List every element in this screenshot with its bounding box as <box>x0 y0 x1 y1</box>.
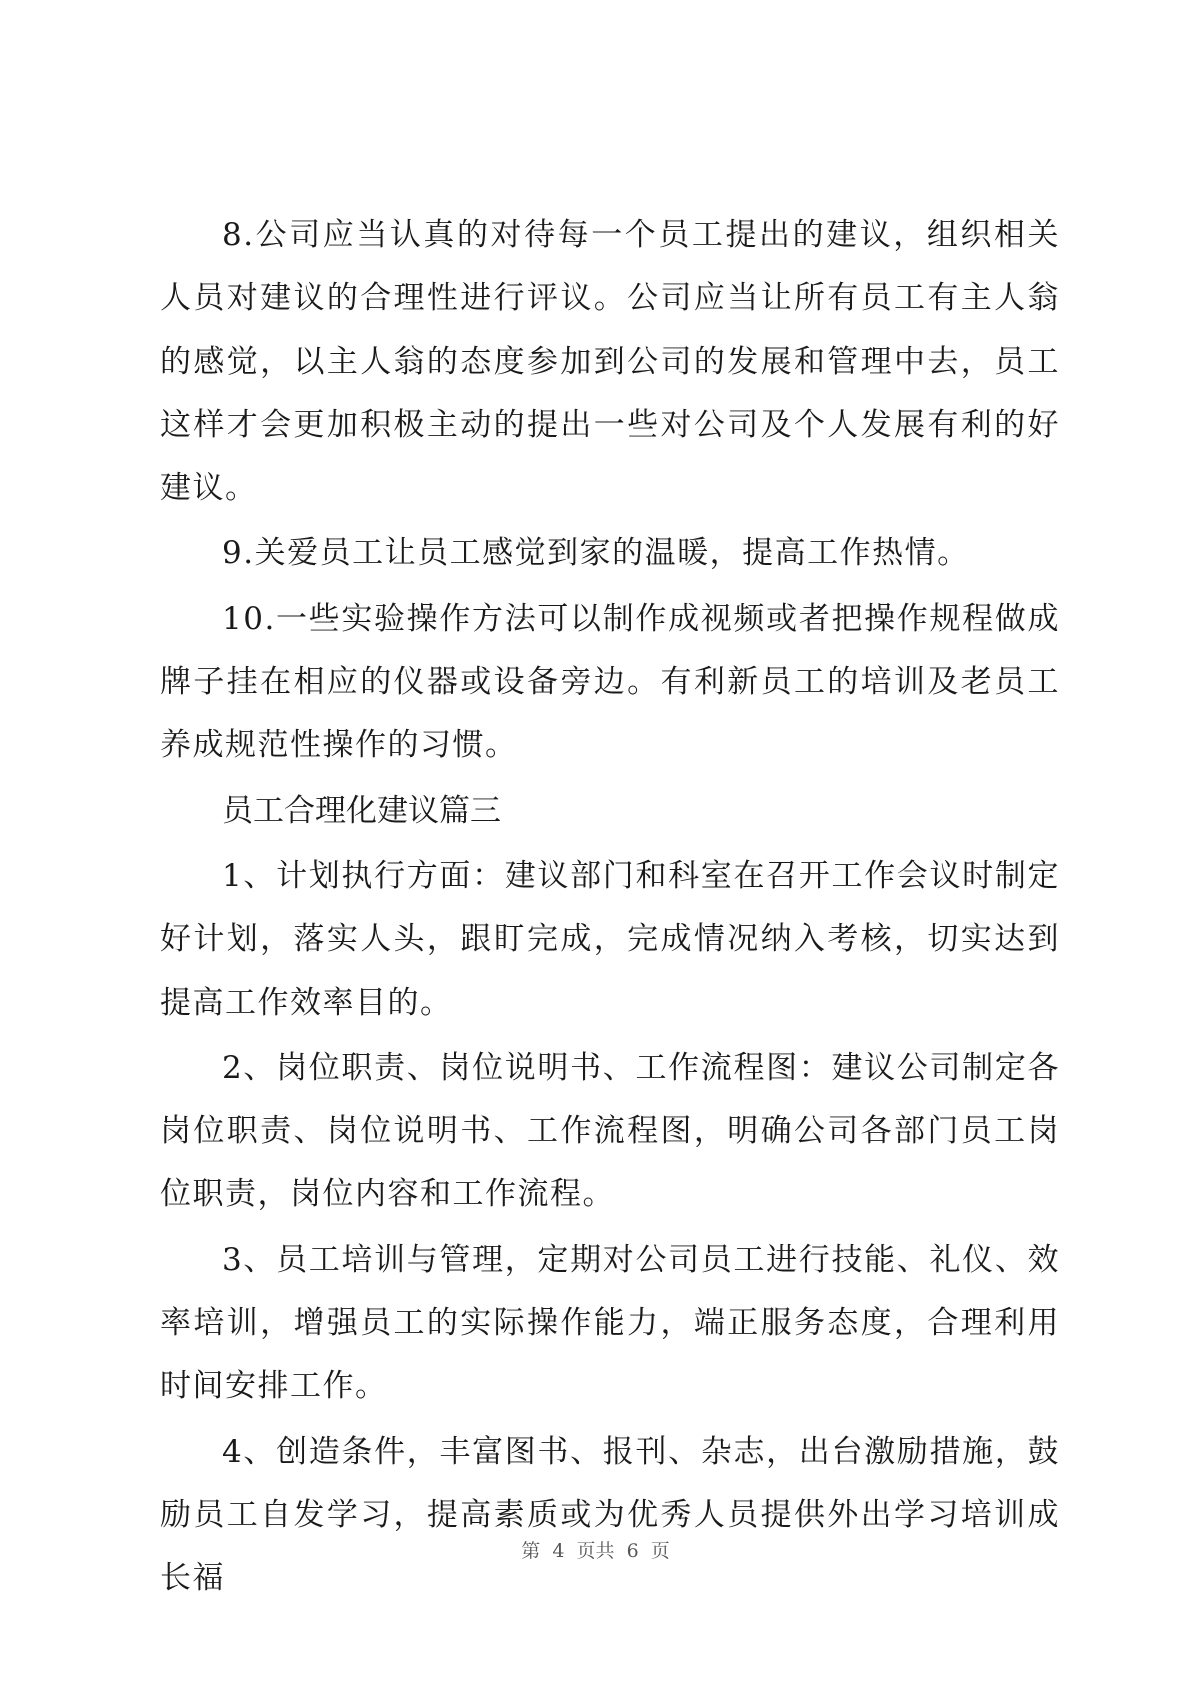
paragraph-item-8: 8.公司应当认真的对待每一个员工提出的建议，组织相关人员对建议的合理性进行评议。公司应当让所有员工有主人翁的感觉，以主人翁的态度参加到公司的发展和管理中去，员工这样才会更加积极主动的提出一些对公司及个人发展有利的好建议。 <box>160 217 1060 507</box>
paragraph-item-2: 2、岗位职责、岗位说明书、工作流程图：建议公司制定各岗位职责、岗位说明书、工作流程图，明确公司各部门员工岗位职责，岗位内容和工作流程。 <box>160 1049 1060 1213</box>
paragraph-item-1: 1、计划执行方面：建议部门和科室在召开工作会议时制定好计划，落实人头，跟盯完成，完成情况纳入考核，切实达到提高工作效率目的。 <box>160 857 1060 1021</box>
section-heading: 员工合理化建议篇三 <box>222 792 501 829</box>
document-body <box>160 204 1060 1613</box>
paragraph-item-10: 10.一些实验操作方法可以制作成视频或者把操作规程做成牌子挂在相应的仪器或设备旁边。有利新员工的培训及老员工养成规范性操作的习惯。 <box>160 600 1060 764</box>
paragraph-item-4: 4、创造条件，丰富图书、报刊、杂志，出台激励措施，鼓励员工自发学习，提高素质或为优秀人员提供外出学习培训成长福 <box>160 1433 1060 1597</box>
paragraph-item-9: 9.关爱员工让员工感觉到家的温暖，提高工作热情。 <box>222 535 970 572</box>
paragraph-item-3: 3、员工培训与管理，定期对公司员工进行技能、礼仪、效率培训，增强员工的实际操作能力，端正服务态度，合理利用时间安排工作。 <box>160 1241 1060 1405</box>
page-footer: 第 4 页共 6 页 <box>521 1540 670 1562</box>
